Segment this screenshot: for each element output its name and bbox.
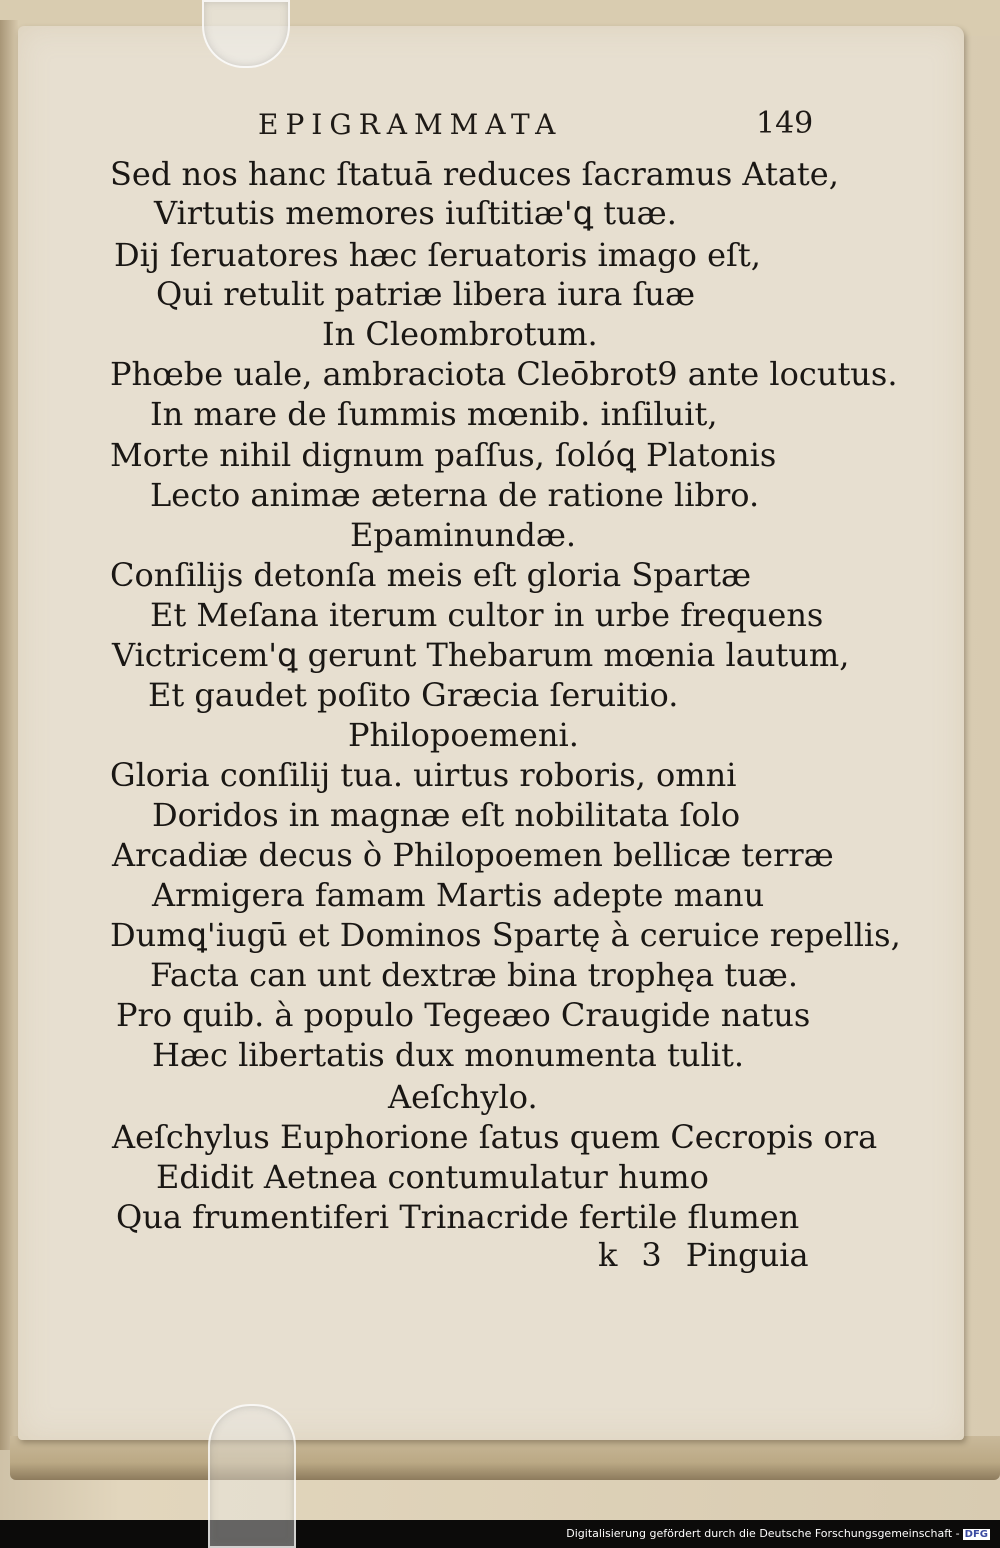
section-heading: In Cleombrotum. (322, 315, 598, 353)
running-head: EPIGRAMMATA (258, 108, 563, 141)
text-line: Conſilijs detonſa meis eſt gloria Spartæ (110, 556, 752, 594)
text-line: Armigera famam Martis adepte manu (152, 876, 765, 914)
text-line: Virtutis memores iuſtitiæ'ꝗ tuæ. (154, 194, 677, 232)
signature-number: 3 (641, 1236, 662, 1274)
text-line: Edidit Aetnea contumulatur humo (156, 1158, 709, 1196)
text-line: Victricem'ꝗ gerunt Thebarum mœnia lautum, (112, 636, 850, 674)
text-line: Dumꝗ'iugū et Dominos Spartę à ceruice repellis, (110, 916, 901, 954)
text-line: Qua frumentiferi Trinacride fertile flumen (116, 1198, 800, 1236)
text-line: In mare de ſummis mœnib. inſiluit, (150, 395, 718, 433)
catchword: Pinguia (685, 1236, 809, 1274)
dfg-logo: DFG (964, 1529, 988, 1540)
text-line: Sed nos hanc ſtatuā reduces ſacramus Atate, (110, 155, 839, 193)
text-line: Facta can unt dextræ bina trophęa tuæ. (150, 956, 799, 994)
section-heading: Philopoemeni. (348, 716, 579, 754)
text-line: Qui retulit patriæ libera iura ſuæ (156, 275, 696, 313)
text-line: Dij ſeruatores hæc ſeruatoris imago eſt, (114, 236, 761, 274)
signature-letter: k (598, 1236, 618, 1274)
digitization-footer (566, 1527, 990, 1540)
section-heading: Aeſchylo. (388, 1078, 538, 1116)
text-line: Phœbe uale, ambraciota Cleōbrot9 ante locutus. (110, 355, 898, 393)
text-line: Et gaudet poſito Græcia ſeruitio. (148, 676, 679, 714)
text-line: Arcadiæ decus ò Philopoemen bellicæ terræ (112, 836, 834, 874)
text-line: Gloria conſilij tua. uirtus roboris, omni (110, 756, 737, 794)
footer-text: Digitalisierung gefördert durch die Deutsche Forschungsgemeinschaft - (566, 1527, 960, 1540)
page-clip-bottom (208, 1404, 296, 1548)
gutter-fold (0, 20, 18, 1450)
page-bottom-edge (10, 1436, 1000, 1480)
text-line: Lecto animæ æterna de ratione libro. (150, 476, 760, 514)
text-line: Morte nihil dignum paſſus, ſolóꝗ Platonis (110, 436, 777, 474)
text-line: Doridos in magnæ eſt nobilitata ſolo (152, 796, 741, 834)
text-line: Hæc libertatis dux monumenta tulit. (152, 1036, 744, 1074)
text-line: Pro quib. à populo Tegeæo Craugide natus (116, 996, 811, 1034)
section-heading: Epaminundæ. (350, 516, 577, 554)
text-line: Aeſchylus Euphorione ſatus quem Cecropis ora (112, 1118, 878, 1156)
page-number: 149 (756, 106, 814, 141)
signature-mark (598, 1236, 809, 1274)
text-line: Et Meſana iterum cultor in urbe frequens (150, 596, 824, 634)
